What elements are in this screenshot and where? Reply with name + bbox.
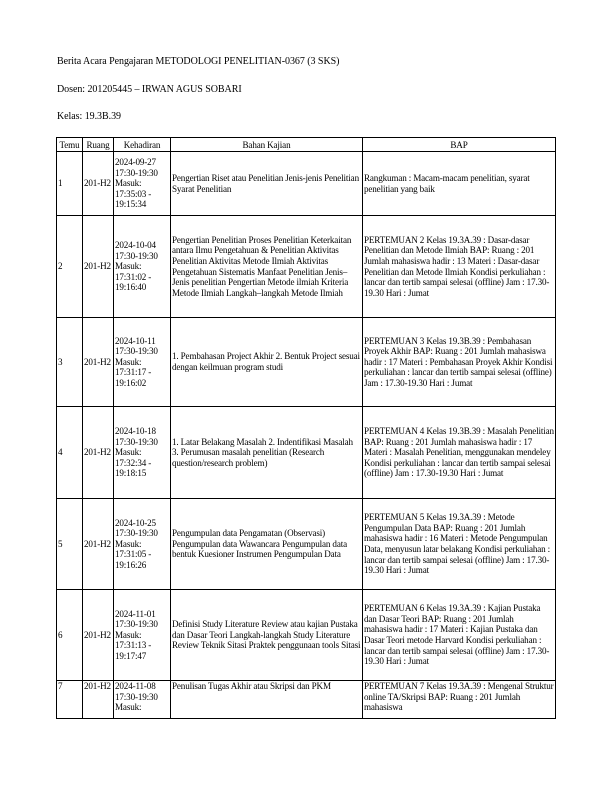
column-header-bahan-kajian: Bahan Kajian	[171, 138, 363, 152]
cell-temu: 5	[57, 499, 83, 590]
cell-kehadiran: 2024-10-25 17:30-19:30 Masuk: 17:31:05 - 19:16:26	[114, 499, 171, 590]
cell-kehadiran: 2024-10-04 17:30-19:30 Masuk: 17:31:02 - 19:16:40	[114, 216, 171, 318]
column-header-temu: Temu	[57, 138, 83, 152]
table-row	[57, 681, 556, 719]
lecturer-line: Dosen: 201205445 – IRWAN AGUS SOBARI	[57, 84, 242, 95]
table-row	[57, 407, 556, 499]
cell-kehadiran: 2024-11-01 17:30-19:30 Masuk: 17:31:13 - 19:17:47	[114, 590, 171, 681]
cell-bap: PERTEMUAN 7 Kelas 19.3A.39 : Mengenal Struktur online TA/Skripsi BAP: Ruang : 201 Jumlah mahasiswa	[363, 681, 556, 719]
cell-kehadiran: 2024-09-27 17:30-19:30 Masuk: 17:35:03 - 19:15:34	[114, 152, 171, 216]
cell-bap: PERTEMUAN 6 Kelas 19.3A.39 : Kajian Pustaka dan Dasar Teori BAP: Ruang : 201 Jumlah mahasiswa hadir : 17 Materi : Kajian Pustaka dan Dasar Teori metode Harvard Kondisi perkuliahan : lancar dan tertib sampai selesai (offline) Jam : 17.30-19.30 Hari : Jumat	[363, 590, 556, 681]
attendance-table	[56, 137, 556, 719]
cell-ruang: 201-H2	[83, 590, 114, 681]
cell-ruang: 201-H2	[83, 318, 114, 407]
cell-bahan-kajian: 1. Pembahasan Project Akhir 2. Bentuk Project sesuai dengan keilmuan program studi	[171, 318, 363, 407]
cell-bap: PERTEMUAN 4 Kelas 19.3B.39 : Masalah Penelitian BAP: Ruang : 201 Jumlah mahasiswa hadir : 17 Materi : Masalah Penelitian, menggunakan mendeley Kondisi perkuliahan : lancar dan tertib sampai selesai (offline) Jam : 17.30-19.30 Hari : Jumat	[363, 407, 556, 499]
cell-ruang: 201-H2	[83, 407, 114, 499]
cell-ruang: 201-H2	[83, 216, 114, 318]
cell-bahan-kajian: 1. Latar Belakang Masalah 2. Indentifikasi Masalah 3. Perumusan masalah penelitian (Research question/research problem)	[171, 407, 363, 499]
cell-bahan-kajian: Pengertian Riset atau Penelitian Jenis-jenis Penelitian Syarat Penelitian	[171, 152, 363, 216]
table-row	[57, 152, 556, 216]
cell-temu: 3	[57, 318, 83, 407]
cell-ruang: 201-H2	[83, 681, 114, 719]
cell-bap: PERTEMUAN 3 Kelas 19.3B.39 : Pembahasan Proyek Akhir BAP: Ruang : 201 Jumlah mahasiswa hadir : 17 Materi : Pembahasan Proyek Akhir Kondisi perkuliahan : lancar dan tertib sampai selesai (offline) Jam : 17.30-19.30 Hari : Jumat	[363, 318, 556, 407]
cell-ruang: 201-H2	[83, 499, 114, 590]
cell-bap: PERTEMUAN 2 Kelas 19.3A.39 : Dasar-dasar Penelitian dan Metode Ilmiah BAP: Ruang : 201 Jumlah mahasiswa hadir : 13 Materi : Dasar-dasar Penelitian dan Metode Ilmiah Kondisi perkuliahan : lancar dan tertib sampai selesai (offline) Jam : 17.30-19.30 Hari : Jumat	[363, 216, 556, 318]
document-title: Berita Acara Pengajaran METODOLOGI PENELITIAN-0367 (3 SKS)	[57, 56, 340, 67]
table-row	[57, 318, 556, 407]
cell-bap: Rangkuman : Macam-macam penelitian, syarat penelitian yang baik	[363, 152, 556, 216]
cell-bap: PERTEMUAN 5 Kelas 19.3A.39 : Metode Pengumpulan Data BAP: Ruang : 201 Jumlah mahasiswa hadir : 16 Materi : Metode Pengumpulan Data, menyusun latar belakang Kondisi perkuliahan : lancar dan tertib sampai selesai (offline) Jam : 17.30-19.30 Hari : Jumat	[363, 499, 556, 590]
cell-temu: 4	[57, 407, 83, 499]
column-header-ruang: Ruang	[83, 138, 114, 152]
column-header-bap: BAP	[363, 138, 556, 152]
cell-temu: 2	[57, 216, 83, 318]
class-line: Kelas: 19.3B.39	[57, 111, 121, 122]
cell-bahan-kajian: Pengertian Penelitian Proses Penelitian Keterkaitan antara Ilmu Pengetahuan & Penelitian Aktivitas Penelitian Aktivitas Metode Ilmiah Aktivitas Pengetahuan Sistematis Manfaat Penelitian Jenis–Jenis penelitian Pengertian Metode ilmiah Kriteria Metode Ilmiah Langkah–langkah Metode Ilmiah	[171, 216, 363, 318]
cell-kehadiran: 2024-10-18 17:30-19:30 Masuk: 17:32:34 - 19:18:15	[114, 407, 171, 499]
table-row	[57, 216, 556, 318]
table-row	[57, 590, 556, 681]
cell-temu: 6	[57, 590, 83, 681]
cell-kehadiran: 2024-11-08 17:30-19:30 Masuk:	[114, 681, 171, 719]
cell-ruang: 201-H2	[83, 152, 114, 216]
cell-temu: 1	[57, 152, 83, 216]
cell-bahan-kajian: Definisi Study Literature Review atau kajian Pustaka dan Dasar Teori Langkah-langkah Study Literature Review Teknik Sitasi Praktek penggunaan tools Sitasi	[171, 590, 363, 681]
cell-bahan-kajian: Penulisan Tugas Akhir atau Skripsi dan PKM	[171, 681, 363, 719]
cell-bahan-kajian: Pengumpulan data Pengamatan (Observasi) Pengumpulan data Wawancara Pengumpulan data bentuk Kuesioner Instrumen Pengumpulan Data	[171, 499, 363, 590]
table-header-row	[57, 138, 556, 152]
column-header-kehadiran: Kehadiran	[114, 138, 171, 152]
cell-temu: 7	[57, 681, 83, 719]
cell-kehadiran: 2024-10-11 17:30-19:30 Masuk: 17:31:17 - 19:16:02	[114, 318, 171, 407]
table-row	[57, 499, 556, 590]
